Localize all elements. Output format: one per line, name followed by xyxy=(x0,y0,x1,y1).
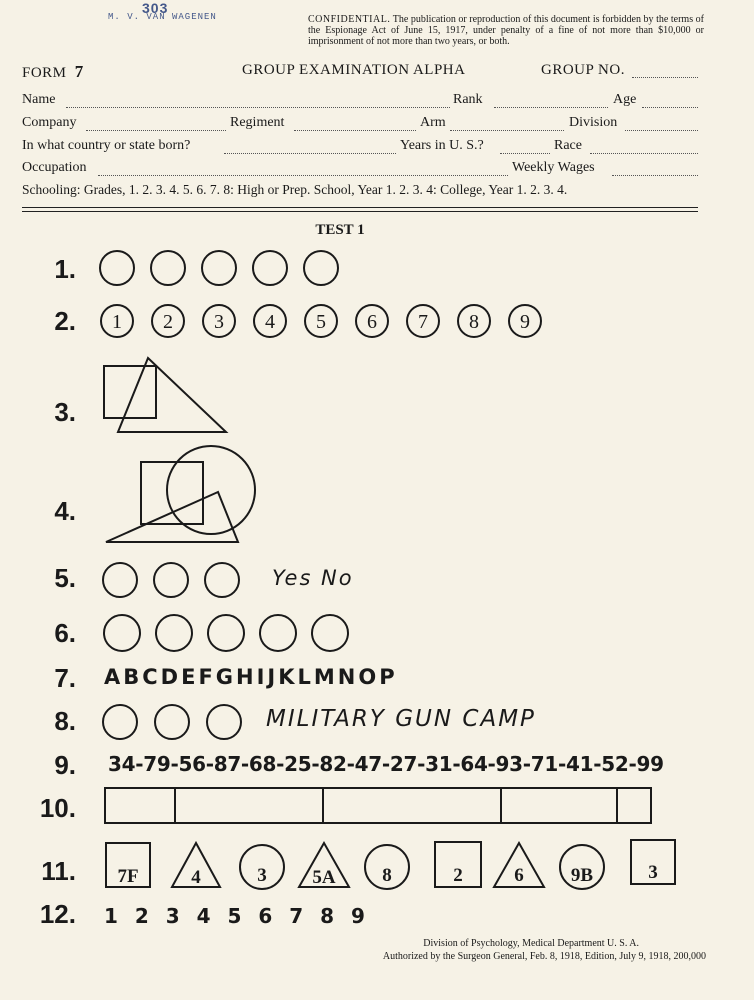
item-2-numbered-circles xyxy=(95,300,555,344)
item-1-circle[interactable] xyxy=(202,251,236,285)
item-12-numbers[interactable]: 1 2 3 4 5 6 7 8 9 xyxy=(104,904,365,928)
item-number-8: 8. xyxy=(54,706,76,736)
item-number-11: 11. xyxy=(41,856,76,886)
footer-line-2: Authorized by the Surgeon General, Feb. 8, 1918, Edition, July 9, 1918, 200,000 xyxy=(382,951,706,962)
item-2-label: 6 xyxy=(367,311,377,333)
rank-label: Rank xyxy=(453,92,483,107)
form-number: 7 xyxy=(74,62,84,81)
stamp-number: 303 xyxy=(142,0,169,16)
item-10-box[interactable] xyxy=(501,788,617,823)
test-title: TEST 1 xyxy=(315,222,365,238)
item-11-label: 3 xyxy=(648,862,658,883)
item-7-letters[interactable]: ABCDEFGHIJKLMNOP xyxy=(104,665,398,689)
item-10-box[interactable] xyxy=(105,788,175,823)
item-10-box[interactable] xyxy=(617,788,651,823)
form-label-text: FORM xyxy=(22,65,67,81)
form-title: GROUP EXAMINATION ALPHA xyxy=(242,62,466,78)
item-4-triangle[interactable] xyxy=(106,492,238,542)
item-8-circle[interactable] xyxy=(155,705,189,739)
item-2-label: 4 xyxy=(265,311,275,333)
item-11-label: 8 xyxy=(382,865,392,886)
occupation-field[interactable] xyxy=(98,175,508,176)
item-1-circle[interactable] xyxy=(253,251,287,285)
item-11-label: 2 xyxy=(453,865,463,886)
born-field[interactable] xyxy=(224,153,396,154)
weekly-wages-field[interactable] xyxy=(612,175,698,176)
item-1-circle[interactable] xyxy=(304,251,338,285)
division-label: Division xyxy=(569,115,618,130)
item-3-square-triangle xyxy=(98,352,233,442)
name-label: Name xyxy=(22,92,56,107)
company-label: Company xyxy=(22,115,77,130)
item-number-5: 5. xyxy=(54,563,76,593)
item-6-circle[interactable] xyxy=(312,615,348,651)
item-5-circle[interactable] xyxy=(103,563,137,597)
item-number-7: 7. xyxy=(54,663,76,693)
confidential-text: The publication or reproduction of this document is forbidden by the terms of the Espionage Act of June 15, 1917, under penalty of a fine of not more than $10,000 or imprisonment of not more than two years, or both. xyxy=(308,14,704,47)
item-11-shapes xyxy=(100,836,680,894)
regiment-label: Regiment xyxy=(230,115,285,130)
item-4-circle[interactable] xyxy=(167,446,255,534)
item-1-circles xyxy=(95,248,355,292)
item-6-circle[interactable] xyxy=(260,615,296,651)
item-2-label: 5 xyxy=(316,311,326,333)
item-10-box[interactable] xyxy=(175,788,323,823)
item-6-circles xyxy=(95,612,357,656)
confidential-label: CONFIDENTIAL. xyxy=(308,14,391,25)
form-label xyxy=(22,62,84,82)
item-number-9: 9. xyxy=(54,750,76,780)
age-field[interactable] xyxy=(642,107,698,108)
item-5-words[interactable]: Yes No xyxy=(272,566,354,590)
item-2-label: 8 xyxy=(469,311,479,333)
item-11-label: 6 xyxy=(514,865,524,886)
item-5-circles xyxy=(95,560,255,602)
item-11-label: 5A xyxy=(312,867,336,888)
age-label: Age xyxy=(613,92,637,107)
item-6-circle[interactable] xyxy=(156,615,192,651)
divider-bottom xyxy=(22,211,698,212)
stamp-name: M. V. VAN WAGENEN xyxy=(108,12,217,22)
item-8-circle[interactable] xyxy=(103,705,137,739)
item-11-label: 7F xyxy=(117,866,139,887)
item-1-circle[interactable] xyxy=(151,251,185,285)
item-3-square[interactable] xyxy=(104,366,156,418)
item-2-label: 1 xyxy=(112,311,122,333)
item-10-box[interactable] xyxy=(323,788,501,823)
race-label: Race xyxy=(554,138,582,153)
item-10-boxes xyxy=(103,785,655,827)
item-6-circle[interactable] xyxy=(104,615,140,651)
schooling-line[interactable]: Schooling: Grades, 1. 2. 3. 4. 5. 6. 7. 8: High or Prep. School, Year 1. 2. 3. 4: College, Year 1. 2. 3. 4. xyxy=(22,182,568,197)
regiment-field[interactable] xyxy=(294,130,416,131)
footer-line-1: Division of Psychology, Medical Department U. S. A. xyxy=(423,938,639,949)
item-4-shapes xyxy=(100,444,265,548)
item-1-circle[interactable] xyxy=(100,251,134,285)
arm-field[interactable] xyxy=(450,130,564,131)
item-11-label: 3 xyxy=(257,865,267,886)
race-field[interactable] xyxy=(590,153,698,154)
item-2-label: 2 xyxy=(163,311,173,333)
years-us-label: Years in U. S.? xyxy=(400,138,484,153)
item-2-label: 7 xyxy=(418,311,428,333)
group-no-label: GROUP NO. xyxy=(541,62,625,78)
item-5-circle[interactable] xyxy=(154,563,188,597)
weekly-wages-label: Weekly Wages xyxy=(512,160,595,175)
years-us-field[interactable] xyxy=(500,153,550,154)
item-8-circles xyxy=(95,702,255,744)
item-11-label: 4 xyxy=(191,867,201,888)
item-9-numbers[interactable]: 34-79-56-87-68-25-82-47-27-31-64-93-71-41-52-99 xyxy=(108,752,664,776)
item-2-label: 9 xyxy=(520,311,530,333)
division-field[interactable] xyxy=(625,130,698,131)
item-number-10: 10. xyxy=(39,793,76,823)
item-number-2: 2. xyxy=(54,306,76,336)
item-number-1: 1. xyxy=(54,254,76,284)
item-2-label: 3 xyxy=(214,311,224,333)
group-no-field[interactable] xyxy=(632,77,698,78)
company-field[interactable] xyxy=(86,130,226,131)
name-field[interactable] xyxy=(66,107,450,108)
item-3-triangle[interactable] xyxy=(118,358,226,432)
item-number-4: 4. xyxy=(54,496,76,526)
born-label: In what country or state born? xyxy=(22,138,191,153)
arm-label: Arm xyxy=(420,115,446,130)
divider-top xyxy=(22,207,698,208)
rank-field[interactable] xyxy=(494,107,608,108)
confidential-notice xyxy=(308,14,704,47)
item-number-3: 3. xyxy=(54,397,76,427)
item-5-circle[interactable] xyxy=(205,563,239,597)
item-8-words[interactable]: MILITARY GUN CAMP xyxy=(266,706,536,732)
occupation-label: Occupation xyxy=(22,160,87,175)
item-11-label: 9B xyxy=(570,865,594,886)
item-8-circle[interactable] xyxy=(207,705,241,739)
item-6-circle[interactable] xyxy=(208,615,244,651)
item-number-12: 12. xyxy=(39,899,76,929)
item-number-6: 6. xyxy=(54,618,76,648)
